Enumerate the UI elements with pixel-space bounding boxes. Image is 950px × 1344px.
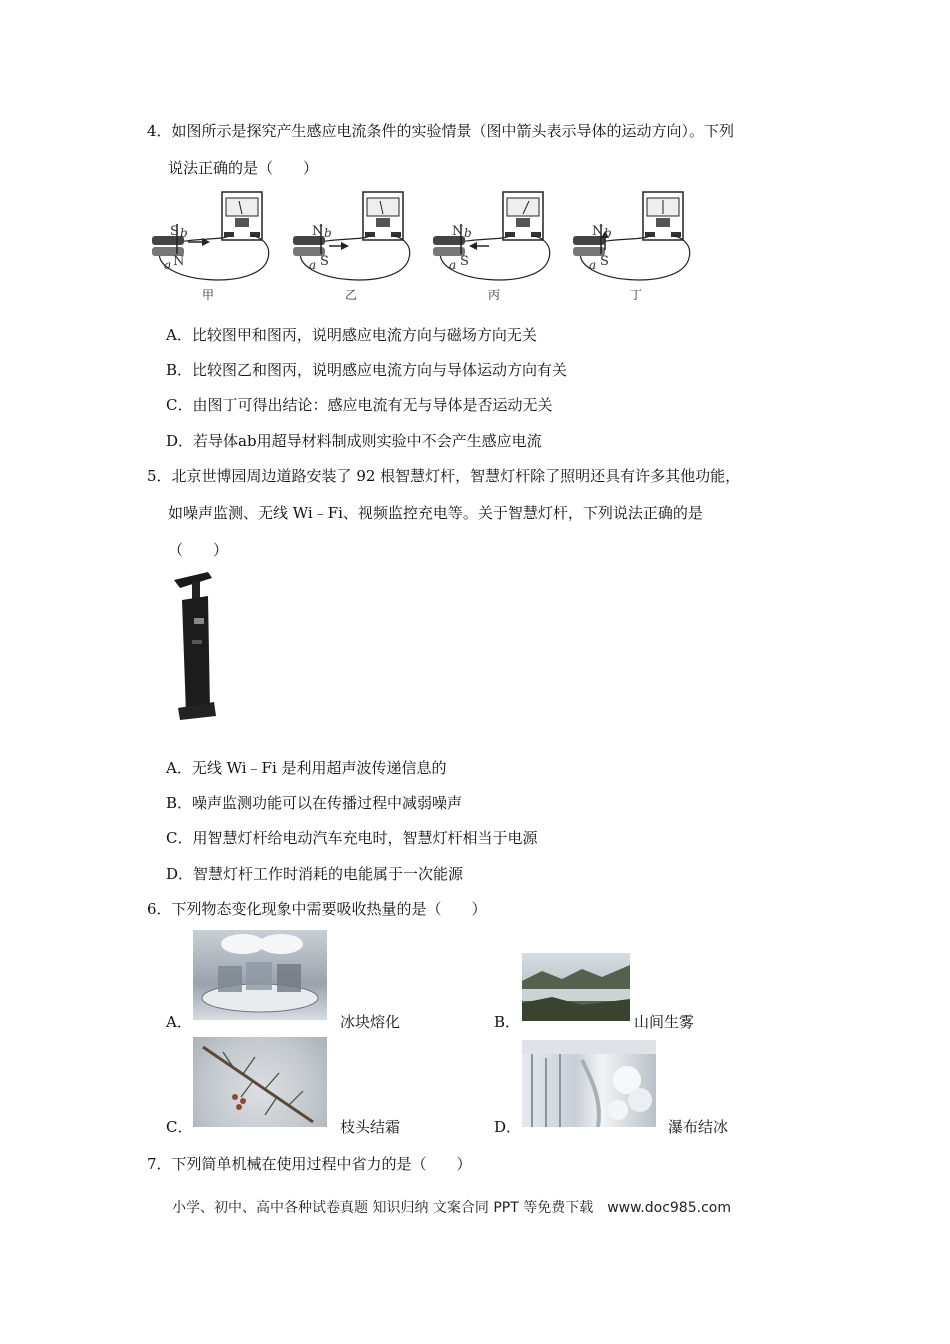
ice-melting-image (193, 930, 327, 1020)
q5-stem-line1 (147, 465, 740, 486)
pole-bottom-bing: S (460, 254, 469, 269)
q5-option-d: D．智慧灯杆工作时消耗的电能属于一次能源 (166, 865, 464, 883)
q6-stem (147, 898, 487, 919)
pole-bottom-yi: S (320, 254, 329, 269)
q5-text-line1: 北京世博园周边道路安装了 92 根智慧灯杆，智慧灯杆除了照明还具有许多其他功能， (171, 467, 741, 485)
q5-number: 5． (147, 467, 172, 485)
q4-number: 4． (147, 122, 172, 140)
pole-bottom-jia: N (173, 254, 185, 269)
q4-stem-line2: 说法正确的是（ ） (168, 159, 319, 177)
label-a-jia: a (164, 258, 172, 272)
q7-number: 7． (147, 1155, 172, 1173)
pole-top-jia: S (170, 224, 179, 239)
q7-text: 下列简单机械在使用过程中省力的是（ ） (171, 1155, 472, 1173)
q4-figure (140, 188, 700, 306)
caption-jia: 甲 (202, 288, 215, 302)
q6-option-b-letter: B． (494, 1013, 521, 1031)
branch-frost-image (193, 1037, 327, 1127)
caption-ding: 丁 (630, 288, 643, 302)
q6-option-d-text: 瀑布结冰 (668, 1118, 729, 1136)
q5-stem-line2: 如噪声监测、无线 Wi﹣Fi、视频监控充电等。关于智慧灯杆，下列说法正确的是 (168, 504, 703, 522)
page-footer: 小学、初中、高中各种试卷真题 知识归纳 文案合同 PPT 等免费下载 www.doc985.com (172, 1200, 731, 1216)
q6-option-c-text: 枝头结霜 (340, 1118, 401, 1136)
q6-option-d-letter: D． (494, 1118, 522, 1136)
label-b-ding: b (604, 226, 612, 240)
frozen-waterfall-image (522, 1040, 656, 1127)
label-a-bing: a (449, 258, 457, 272)
q6-option-a-letter: A． (166, 1013, 192, 1031)
q6-option-a-text: 冰块熔化 (340, 1013, 401, 1031)
q4-text-line1: 如图所示是探究产生感应电流条件的实验情景（图中箭头表示导体的运动方向）。下列 (171, 122, 735, 140)
caption-yi: 乙 (345, 288, 358, 302)
q4-stem-line1 (147, 120, 734, 141)
q5-option-c: C．用智慧灯杆给电动汽车充电时，智慧灯杆相当于电源 (166, 829, 538, 847)
mountain-fog-image (522, 953, 630, 1021)
caption-bing: 丙 (488, 288, 501, 302)
q5-option-a: A．无线 Wi﹣Fi 是利用超声波传递信息的 (166, 759, 447, 777)
q5-option-b: B．噪声监测功能可以在传播过程中减弱噪声 (166, 794, 463, 812)
label-b-bing: b (464, 226, 472, 240)
smart-lamp-pole-image (168, 570, 228, 720)
label-b-jia: b (180, 226, 188, 240)
pole-top-bing: N (452, 224, 464, 239)
q4-option-a: A．比较图甲和图丙，说明感应电流方向与磁场方向无关 (166, 326, 537, 344)
label-a-yi: a (309, 258, 317, 272)
label-a-ding: a (589, 258, 597, 272)
q4-option-c: C．由图丁可得出结论：感应电流有无与导体是否运动无关 (166, 396, 553, 414)
pole-top-yi: N (312, 224, 324, 239)
induction-experiment-figure (140, 188, 700, 306)
pole-bottom-ding: S (600, 254, 609, 269)
pole-top-ding: N (592, 224, 604, 239)
q4-option-b: B．比较图乙和图丙，说明感应电流方向与导体运动方向有关 (166, 361, 568, 379)
q7-stem (147, 1153, 472, 1174)
q4-option-d: D．若导体ab用超导材料制成则实验中不会产生感应电流 (166, 432, 542, 450)
q6-number: 6． (147, 900, 172, 918)
q6-option-c-letter: C． (166, 1118, 193, 1136)
q6-text: 下列物态变化现象中需要吸收热量的是（ ） (171, 900, 487, 918)
label-b-yi: b (324, 226, 332, 240)
q6-option-b-text: 山间生雾 (634, 1013, 695, 1031)
q5-stem-line3: （ ） (168, 541, 229, 559)
